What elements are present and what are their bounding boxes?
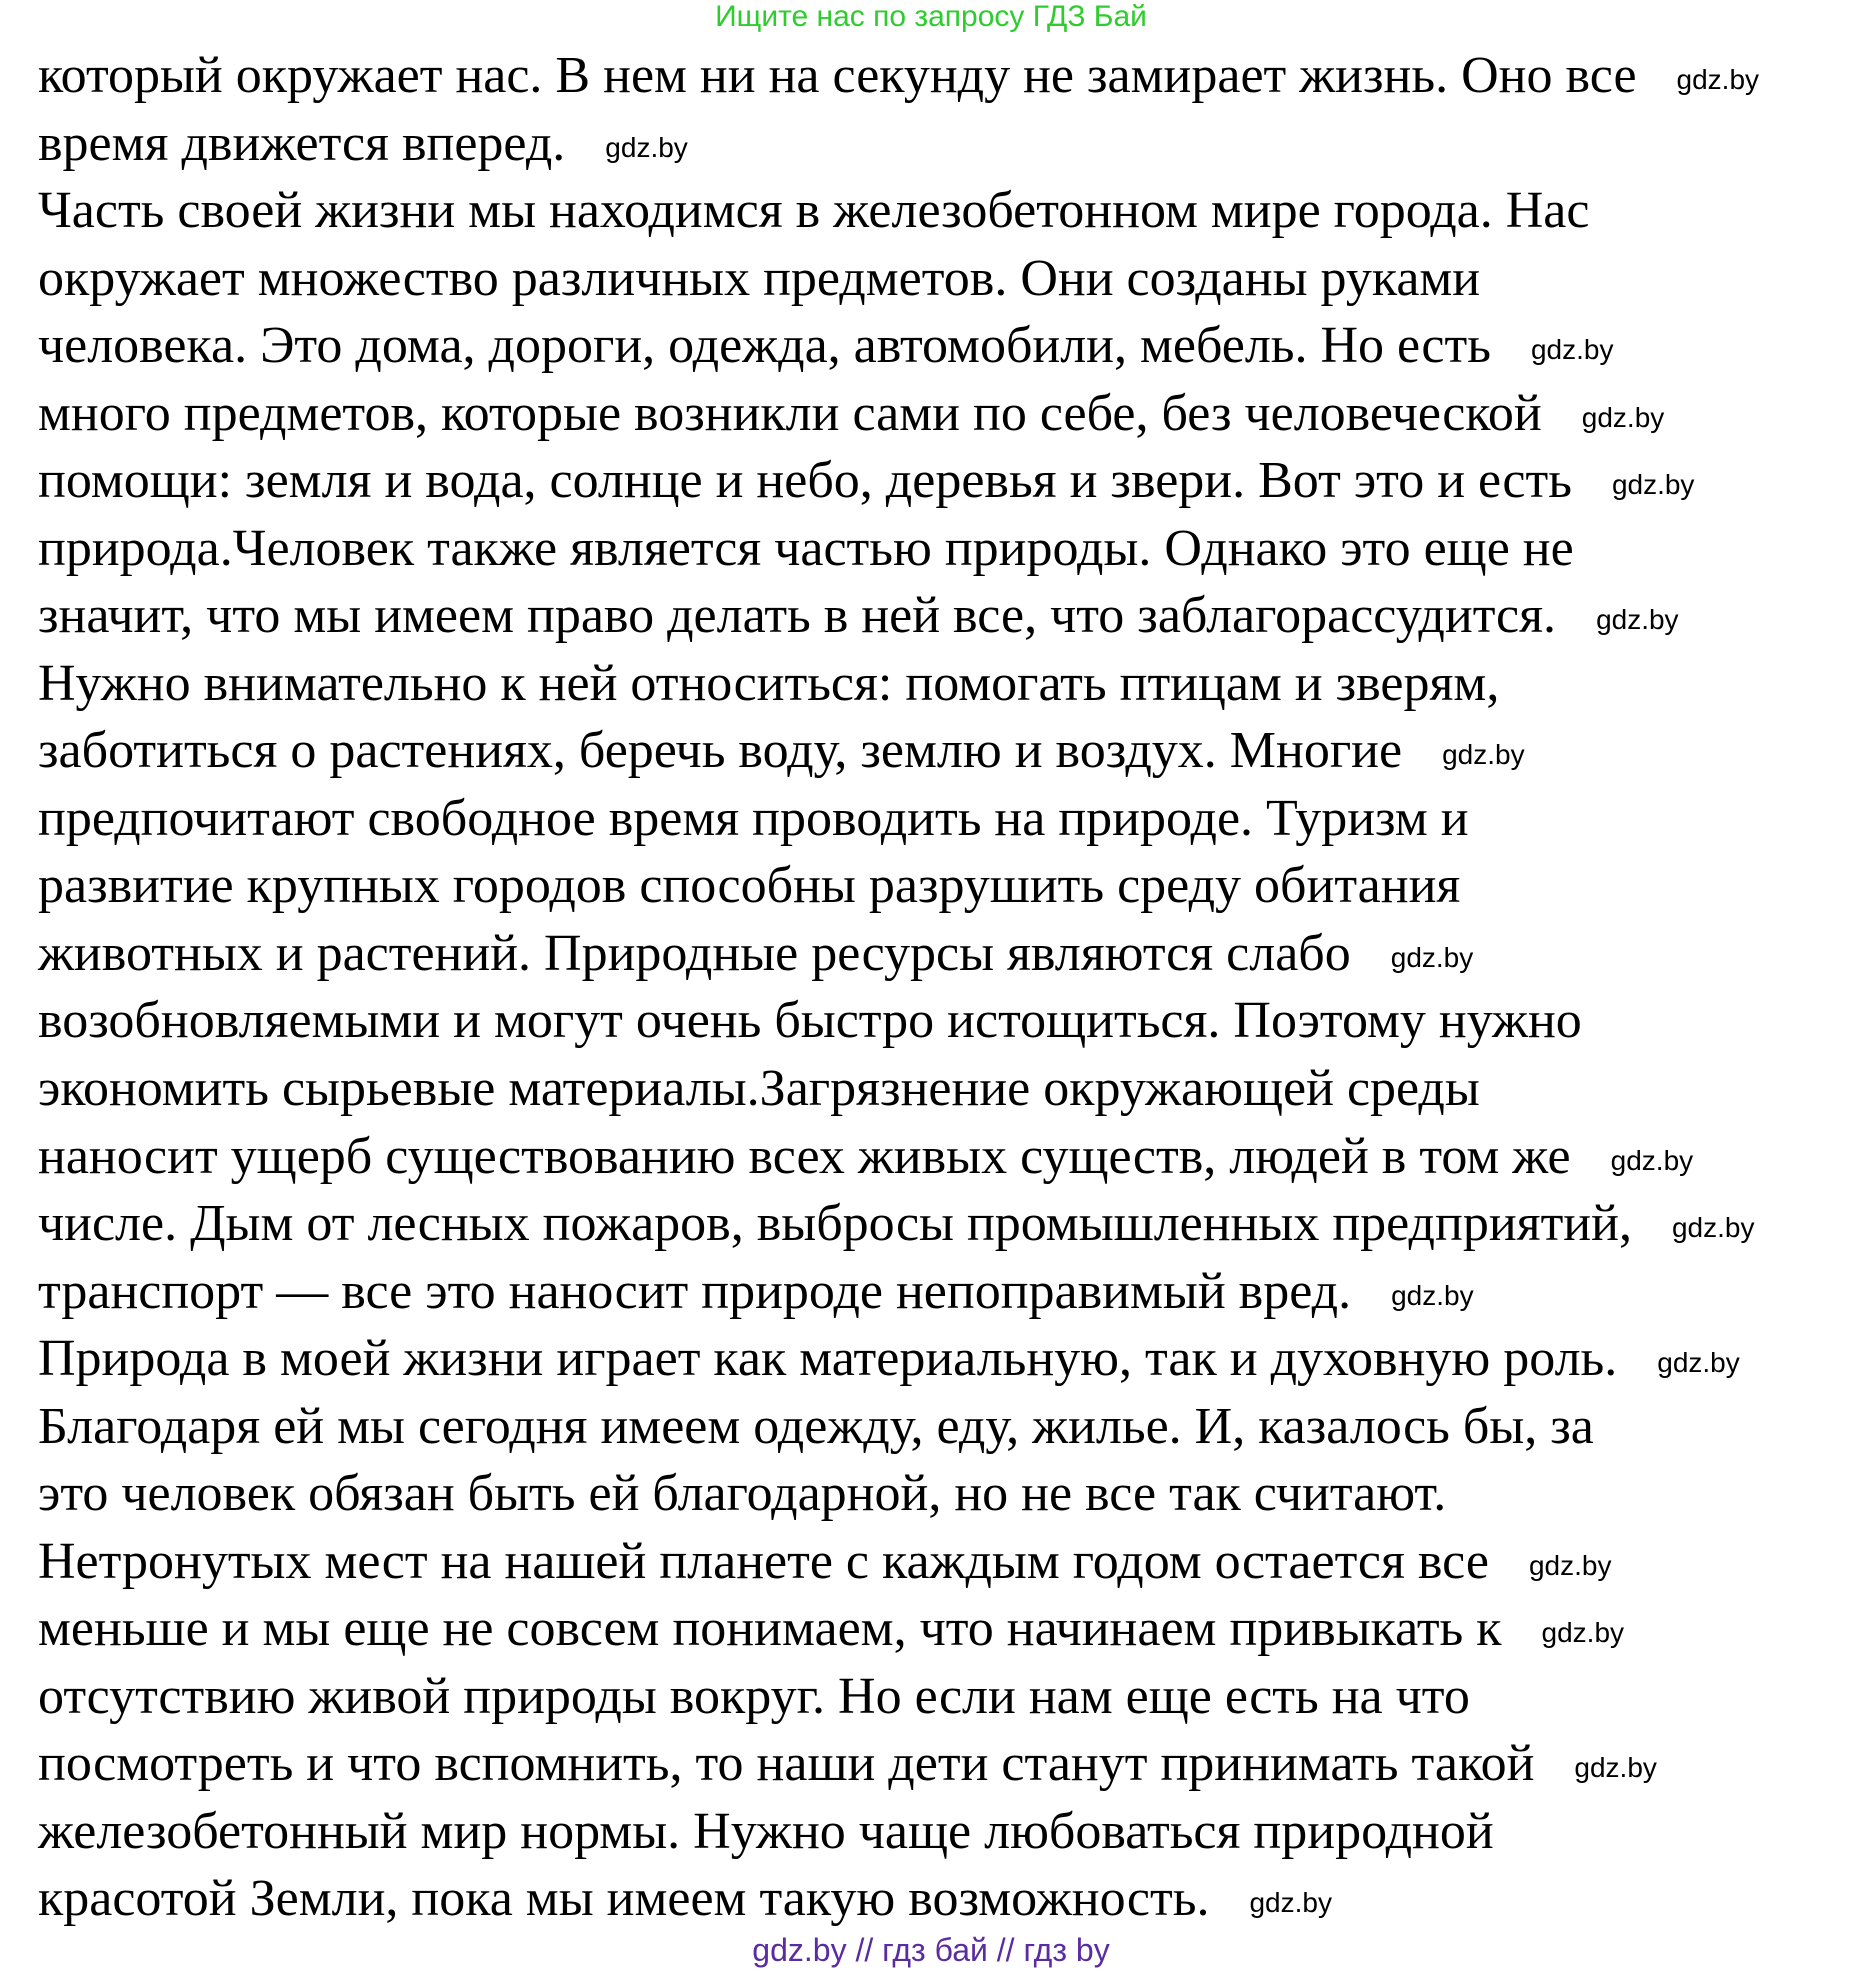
text-line-content: Часть своей жизни мы находимся в железобетонном мире города. Нас <box>38 182 1590 240</box>
text-line <box>38 384 1664 444</box>
text-line <box>38 1194 1754 1254</box>
text-line-content: Нужно внимательно к ней относиться: помогать птицам и зверям, <box>38 654 1500 712</box>
text-line <box>38 1532 1611 1592</box>
text-line <box>38 721 1525 781</box>
text-line <box>38 789 1469 849</box>
text-line <box>38 586 1679 646</box>
text-line <box>38 519 1574 579</box>
gdz-watermark: gdz.by <box>1390 941 1474 973</box>
text-line-content: Благодаря ей мы сегодня имеем одежду, еду, жилье. И, казалось бы, за <box>38 1397 1594 1455</box>
text-line-content: отсутствию живой природы вокруг. Но если нам еще есть на что <box>38 1667 1470 1725</box>
text-line <box>38 856 1460 916</box>
text-line-content: много предметов, которые возникли сами по себе, без человеческой <box>38 384 1542 442</box>
gdz-watermark: gdz.by <box>1541 1617 1625 1649</box>
footer-watermark: gdz.by // гдз бай // гдз by <box>752 1932 1110 1968</box>
text-line-content: меньше и мы еще не совсем понимаем, что начинаем привыкать к <box>38 1600 1502 1658</box>
text-line <box>38 1397 1594 1457</box>
text-line-content: природа.Человек также является частью природы. Однако это еще не <box>38 519 1574 577</box>
text-line-content: окружает множество различных предметов. Они созданы руками <box>38 249 1481 307</box>
text-line <box>38 1059 1480 1119</box>
gdz-watermark: gdz.by <box>1391 1279 1474 1311</box>
text-line <box>38 451 1694 511</box>
text-line-content: Нетронутых мест на нашей планете с каждым годом остается все <box>38 1532 1489 1590</box>
text-line-content: это человек обязан быть ей благодарной, но не все так считают. <box>38 1465 1447 1523</box>
gdz-watermark: gdz.by <box>1610 1144 1694 1176</box>
text-line <box>38 316 1613 376</box>
text-line-content: развитие крупных городов способны разрушить среду обитания <box>38 857 1461 915</box>
text-line <box>38 114 688 174</box>
text-line <box>38 991 1582 1051</box>
text-line-content: наносит ущерб существованию всех живых существ, людей в том же <box>38 1127 1571 1185</box>
text-line-content: значит, что мы имеем право делать в ней все, что заблагорассудится. <box>38 587 1557 645</box>
text-line-content: числе. Дым от лесных пожаров, выбросы промышленных предприятий, <box>38 1195 1632 1253</box>
gdz-watermark: gdz.by <box>1611 469 1695 501</box>
text-line <box>38 924 1473 984</box>
text-line-content: возобновляемыми и могут очень быстро истощиться. Поэтому нужно <box>38 992 1582 1050</box>
text-line-content: железобетонный мир нормы. Нужно чаще любоваться природной <box>38 1802 1494 1860</box>
gdz-watermark: gdz.by <box>1574 1752 1657 1784</box>
text-line-content: время движется вперед. <box>38 114 566 172</box>
text-line-content: транспорт — все это наносит природе непоправимый вред. <box>38 1262 1352 1320</box>
gdz-watermark: gdz.by <box>1596 604 1679 636</box>
gdz-watermark: gdz.by <box>1249 1887 1332 1919</box>
text-line <box>38 181 1589 241</box>
text-line <box>38 46 1759 106</box>
gdz-watermark: gdz.by <box>605 131 688 163</box>
text-line <box>38 1667 1470 1727</box>
text-line-content: человека. Это дома, дороги, одежда, автомобили, мебель. Но есть <box>38 317 1491 375</box>
text-line <box>38 1869 1332 1929</box>
gdz-watermark: gdz.by <box>1581 401 1665 433</box>
text-line-content: животных и растений. Природные ресурсы являются слабо <box>38 924 1351 982</box>
text-line-content: красотой Земли, пока мы имеем такую возможность. <box>38 1870 1210 1928</box>
text-line-content: экономить сырьевые материалы.Загрязнение окружающей среды <box>38 1059 1480 1117</box>
text-line <box>38 1464 1446 1524</box>
text-line <box>38 1599 1624 1659</box>
text-line-content: предпочитают свободное время проводить на природе. Туризм и <box>38 789 1469 847</box>
text-line-content: посмотреть и что вспомнить, то наши дети станут принимать такой <box>38 1735 1535 1793</box>
text-line <box>38 249 1480 309</box>
text-line <box>38 1734 1657 1794</box>
text-line <box>38 1329 1740 1389</box>
text-line <box>38 1262 1474 1322</box>
text-line-content: заботиться о растениях, беречь воду, землю и воздух. Многие <box>38 722 1403 780</box>
gdz-watermark: gdz.by <box>1671 1212 1755 1244</box>
text-line <box>38 1802 1494 1862</box>
text-line-content: помощи: земля и вода, солнце и небо, деревья и звери. Вот это и есть <box>38 452 1572 510</box>
text-line <box>38 654 1499 714</box>
gdz-watermark: gdz.by <box>1442 739 1525 771</box>
gdz-watermark: gdz.by <box>1530 334 1614 366</box>
gdz-watermark: gdz.by <box>1657 1347 1740 1379</box>
text-line-content: Природа в моей жизни играет как материальную, так и духовную роль. <box>38 1330 1618 1388</box>
gdz-watermark: gdz.by <box>1676 64 1760 96</box>
search-hint-banner: Ищите нас по запросу ГДЗ Бай <box>715 0 1147 33</box>
gdz-watermark: gdz.by <box>1528 1549 1612 1581</box>
text-line-content: который окружает нас. В нем ни на секунду не замирает жизнь. Оно все <box>38 47 1637 105</box>
text-line <box>38 1127 1693 1187</box>
